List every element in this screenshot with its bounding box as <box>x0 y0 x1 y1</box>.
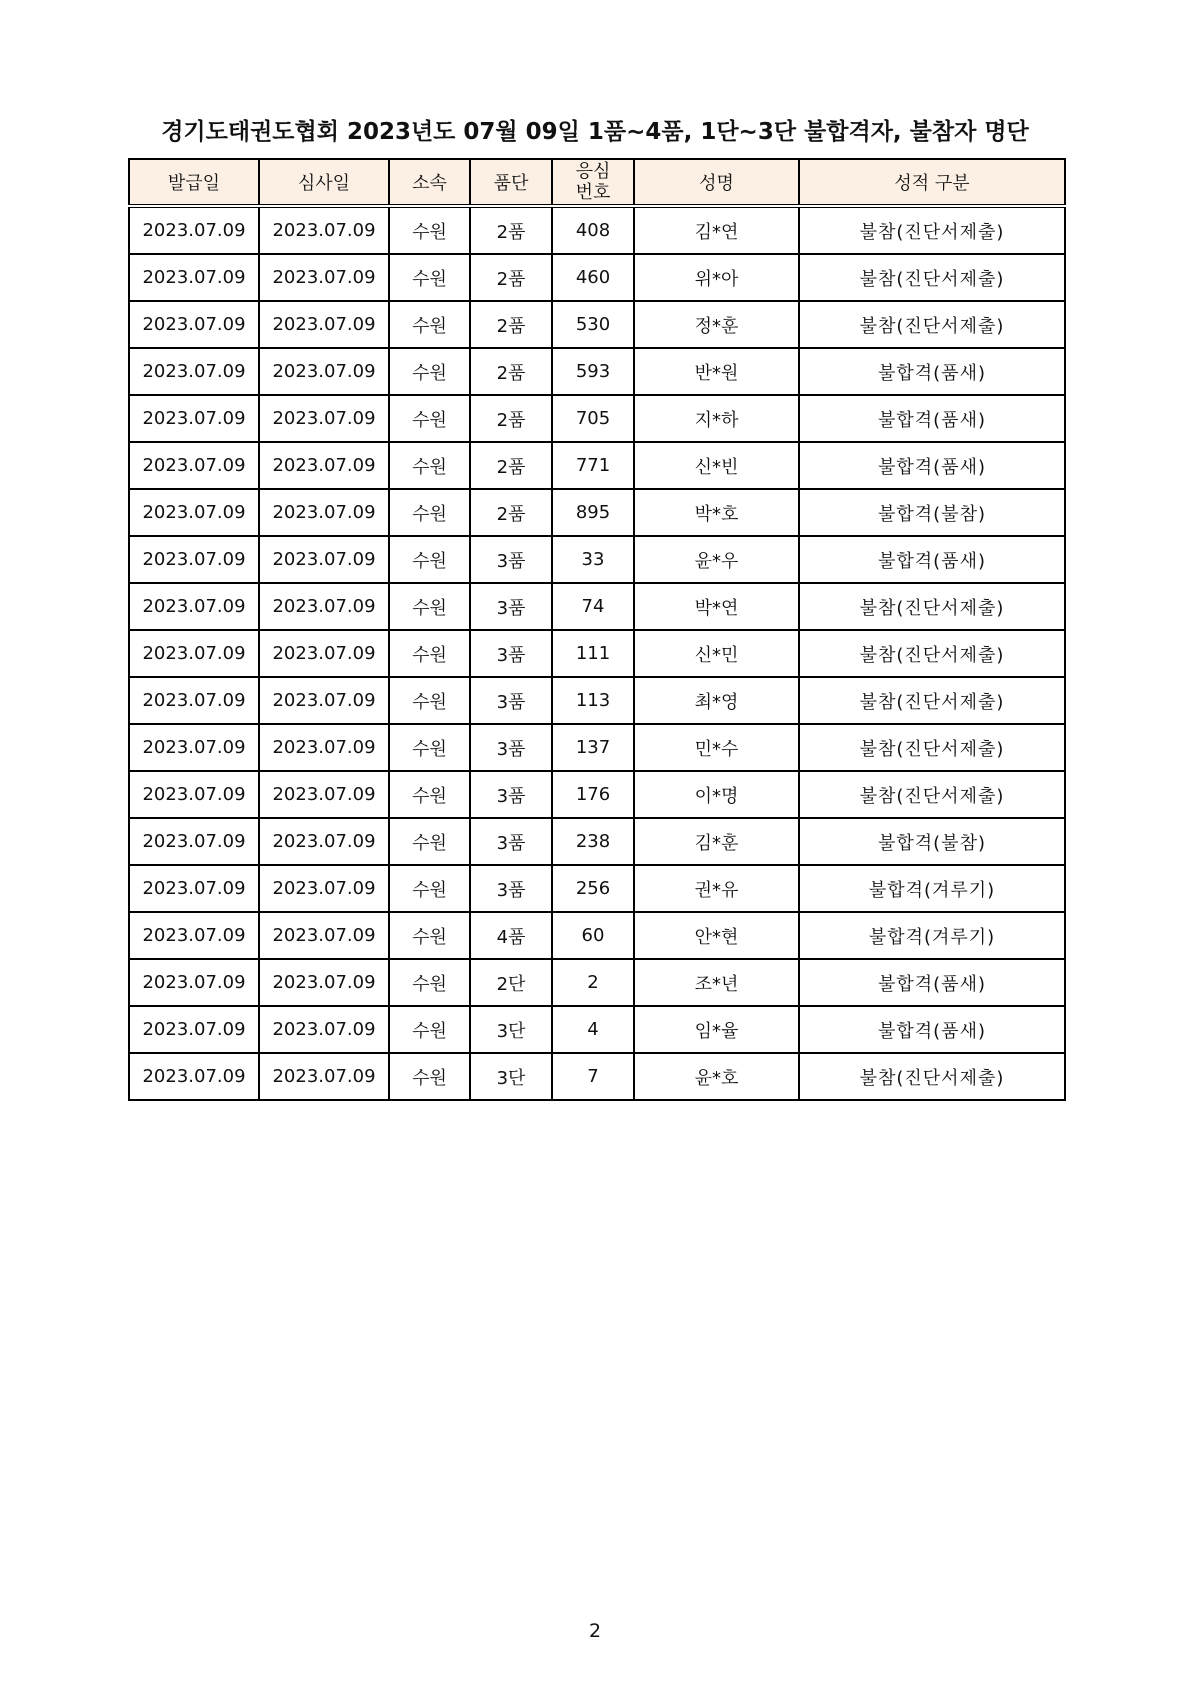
cell-exam-date: 2023.07.09 <box>259 348 389 395</box>
cell-issue-date: 2023.07.09 <box>129 1053 259 1100</box>
table-row <box>129 630 1065 677</box>
cell-rank: 2품 <box>470 206 552 254</box>
cell-result-category: 불합격(품새) <box>799 959 1065 1006</box>
cell-result-category: 불합격(불참) <box>799 818 1065 865</box>
cell-exam-number: 137 <box>552 724 634 771</box>
cell-exam-number: 408 <box>552 206 634 254</box>
cell-rank: 2품 <box>470 442 552 489</box>
cell-affiliation: 수원 <box>389 1053 470 1100</box>
cell-exam-date: 2023.07.09 <box>259 677 389 724</box>
cell-result-category: 불합격(품새) <box>799 395 1065 442</box>
cell-rank: 2품 <box>470 348 552 395</box>
cell-affiliation: 수원 <box>389 536 470 583</box>
cell-result-category: 불참(진단서제출) <box>799 583 1065 630</box>
cell-issue-date: 2023.07.09 <box>129 677 259 724</box>
cell-rank: 3품 <box>470 818 552 865</box>
cell-rank: 3품 <box>470 771 552 818</box>
cell-exam-date: 2023.07.09 <box>259 442 389 489</box>
cell-rank: 3단 <box>470 1053 552 1100</box>
table-row <box>129 536 1065 583</box>
cell-issue-date: 2023.07.09 <box>129 583 259 630</box>
cell-issue-date: 2023.07.09 <box>129 724 259 771</box>
header-exam-number: 응심 번호 <box>552 159 634 206</box>
cell-rank: 2품 <box>470 254 552 301</box>
cell-affiliation: 수원 <box>389 1006 470 1053</box>
cell-result-category: 불참(진단서제출) <box>799 771 1065 818</box>
cell-affiliation: 수원 <box>389 724 470 771</box>
cell-issue-date: 2023.07.09 <box>129 301 259 348</box>
cell-exam-number: 74 <box>552 583 634 630</box>
cell-rank: 3품 <box>470 536 552 583</box>
cell-affiliation: 수원 <box>389 818 470 865</box>
table-row <box>129 865 1065 912</box>
cell-exam-date: 2023.07.09 <box>259 865 389 912</box>
cell-exam-date: 2023.07.09 <box>259 1053 389 1100</box>
cell-issue-date: 2023.07.09 <box>129 489 259 536</box>
table-row <box>129 912 1065 959</box>
cell-issue-date: 2023.07.09 <box>129 395 259 442</box>
cell-exam-number: 4 <box>552 1006 634 1053</box>
document-title: 경기도태권도협회 2023년도 07월 09일 1품~4품, 1단~3단 불합격자, 불참자 명단 <box>161 119 1029 145</box>
cell-name: 조*년 <box>634 959 799 1006</box>
cell-exam-date: 2023.07.09 <box>259 1006 389 1053</box>
table-row <box>129 489 1065 536</box>
cell-name: 지*하 <box>634 395 799 442</box>
cell-exam-date: 2023.07.09 <box>259 254 389 301</box>
cell-result-category: 불합격(겨루기) <box>799 912 1065 959</box>
cell-name: 이*명 <box>634 771 799 818</box>
cell-rank: 3품 <box>470 583 552 630</box>
cell-result-category: 불참(진단서제출) <box>799 724 1065 771</box>
cell-exam-date: 2023.07.09 <box>259 395 389 442</box>
cell-exam-number: 7 <box>552 1053 634 1100</box>
cell-name: 윤*호 <box>634 1053 799 1100</box>
cell-exam-number: 238 <box>552 818 634 865</box>
table-row <box>129 254 1065 301</box>
cell-exam-date: 2023.07.09 <box>259 630 389 677</box>
table-row <box>129 206 1065 254</box>
cell-result-category: 불참(진단서제출) <box>799 677 1065 724</box>
page-number: 2 <box>588 1620 602 1642</box>
cell-exam-date: 2023.07.09 <box>259 724 389 771</box>
cell-result-category: 불합격(불참) <box>799 489 1065 536</box>
cell-exam-date: 2023.07.09 <box>259 959 389 1006</box>
cell-rank: 3품 <box>470 630 552 677</box>
cell-affiliation: 수원 <box>389 395 470 442</box>
cell-issue-date: 2023.07.09 <box>129 959 259 1006</box>
cell-exam-number: 593 <box>552 348 634 395</box>
table-row <box>129 1053 1065 1100</box>
cell-affiliation: 수원 <box>389 301 470 348</box>
cell-exam-date: 2023.07.09 <box>259 301 389 348</box>
cell-affiliation: 수원 <box>389 959 470 1006</box>
cell-result-category: 불합격(겨루기) <box>799 865 1065 912</box>
cell-result-category: 불합격(품새) <box>799 442 1065 489</box>
cell-name: 위*아 <box>634 254 799 301</box>
header-result-category: 성적 구분 <box>799 159 1065 206</box>
table-header-row <box>129 159 1065 206</box>
cell-result-category: 불참(진단서제출) <box>799 1053 1065 1100</box>
cell-issue-date: 2023.07.09 <box>129 865 259 912</box>
table-row <box>129 959 1065 1006</box>
cell-name: 신*빈 <box>634 442 799 489</box>
table-row <box>129 301 1065 348</box>
cell-name: 민*수 <box>634 724 799 771</box>
cell-exam-date: 2023.07.09 <box>259 536 389 583</box>
table-row <box>129 442 1065 489</box>
cell-name: 박*호 <box>634 489 799 536</box>
cell-issue-date: 2023.07.09 <box>129 630 259 677</box>
cell-affiliation: 수원 <box>389 630 470 677</box>
table-row <box>129 583 1065 630</box>
cell-exam-date: 2023.07.09 <box>259 818 389 865</box>
cell-exam-number: 111 <box>552 630 634 677</box>
cell-exam-date: 2023.07.09 <box>259 771 389 818</box>
cell-exam-number: 530 <box>552 301 634 348</box>
cell-exam-number: 176 <box>552 771 634 818</box>
table-row <box>129 677 1065 724</box>
cell-rank: 2품 <box>470 395 552 442</box>
cell-exam-date: 2023.07.09 <box>259 489 389 536</box>
cell-name: 윤*우 <box>634 536 799 583</box>
cell-affiliation: 수원 <box>389 442 470 489</box>
results-table <box>128 158 1066 1101</box>
cell-result-category: 불합격(품새) <box>799 348 1065 395</box>
cell-affiliation: 수원 <box>389 254 470 301</box>
cell-exam-date: 2023.07.09 <box>259 583 389 630</box>
cell-affiliation: 수원 <box>389 489 470 536</box>
cell-exam-number: 33 <box>552 536 634 583</box>
cell-result-category: 불참(진단서제출) <box>799 301 1065 348</box>
cell-issue-date: 2023.07.09 <box>129 254 259 301</box>
cell-issue-date: 2023.07.09 <box>129 771 259 818</box>
cell-issue-date: 2023.07.09 <box>129 442 259 489</box>
header-name: 성명 <box>634 159 799 206</box>
cell-exam-date: 2023.07.09 <box>259 206 389 254</box>
cell-rank: 2품 <box>470 301 552 348</box>
cell-issue-date: 2023.07.09 <box>129 1006 259 1053</box>
table-row <box>129 1006 1065 1053</box>
cell-result-category: 불참(진단서제출) <box>799 254 1065 301</box>
cell-result-category: 불합격(품새) <box>799 536 1065 583</box>
cell-exam-number: 60 <box>552 912 634 959</box>
cell-affiliation: 수원 <box>389 865 470 912</box>
table-row <box>129 771 1065 818</box>
cell-rank: 2단 <box>470 959 552 1006</box>
cell-issue-date: 2023.07.09 <box>129 818 259 865</box>
cell-issue-date: 2023.07.09 <box>129 912 259 959</box>
header-exam-date: 심사일 <box>259 159 389 206</box>
cell-result-category: 불참(진단서제출) <box>799 206 1065 254</box>
table-row <box>129 348 1065 395</box>
table-row <box>129 395 1065 442</box>
header-issue-date: 발급일 <box>129 159 259 206</box>
cell-result-category: 불참(진단서제출) <box>799 630 1065 677</box>
cell-affiliation: 수원 <box>389 912 470 959</box>
table-row <box>129 818 1065 865</box>
cell-rank: 4품 <box>470 912 552 959</box>
cell-exam-number: 771 <box>552 442 634 489</box>
cell-exam-number: 256 <box>552 865 634 912</box>
cell-name: 임*율 <box>634 1006 799 1053</box>
cell-name: 안*현 <box>634 912 799 959</box>
cell-rank: 3품 <box>470 865 552 912</box>
cell-rank: 2품 <box>470 489 552 536</box>
cell-affiliation: 수원 <box>389 583 470 630</box>
cell-exam-number: 705 <box>552 395 634 442</box>
cell-name: 반*원 <box>634 348 799 395</box>
cell-exam-number: 460 <box>552 254 634 301</box>
cell-name: 김*연 <box>634 206 799 254</box>
header-rank: 품단 <box>470 159 552 206</box>
cell-name: 박*연 <box>634 583 799 630</box>
header-affiliation: 소속 <box>389 159 470 206</box>
cell-issue-date: 2023.07.09 <box>129 348 259 395</box>
cell-affiliation: 수원 <box>389 677 470 724</box>
cell-name: 최*영 <box>634 677 799 724</box>
cell-exam-number: 895 <box>552 489 634 536</box>
cell-rank: 3품 <box>470 724 552 771</box>
cell-name: 신*민 <box>634 630 799 677</box>
cell-exam-number: 113 <box>552 677 634 724</box>
cell-name: 권*유 <box>634 865 799 912</box>
cell-affiliation: 수원 <box>389 206 470 254</box>
cell-rank: 3품 <box>470 677 552 724</box>
cell-issue-date: 2023.07.09 <box>129 206 259 254</box>
cell-exam-number: 2 <box>552 959 634 1006</box>
cell-name: 정*훈 <box>634 301 799 348</box>
cell-issue-date: 2023.07.09 <box>129 536 259 583</box>
cell-name: 김*훈 <box>634 818 799 865</box>
cell-result-category: 불합격(품새) <box>799 1006 1065 1053</box>
cell-affiliation: 수원 <box>389 348 470 395</box>
cell-rank: 3단 <box>470 1006 552 1053</box>
table-row <box>129 724 1065 771</box>
cell-affiliation: 수원 <box>389 771 470 818</box>
cell-exam-date: 2023.07.09 <box>259 912 389 959</box>
